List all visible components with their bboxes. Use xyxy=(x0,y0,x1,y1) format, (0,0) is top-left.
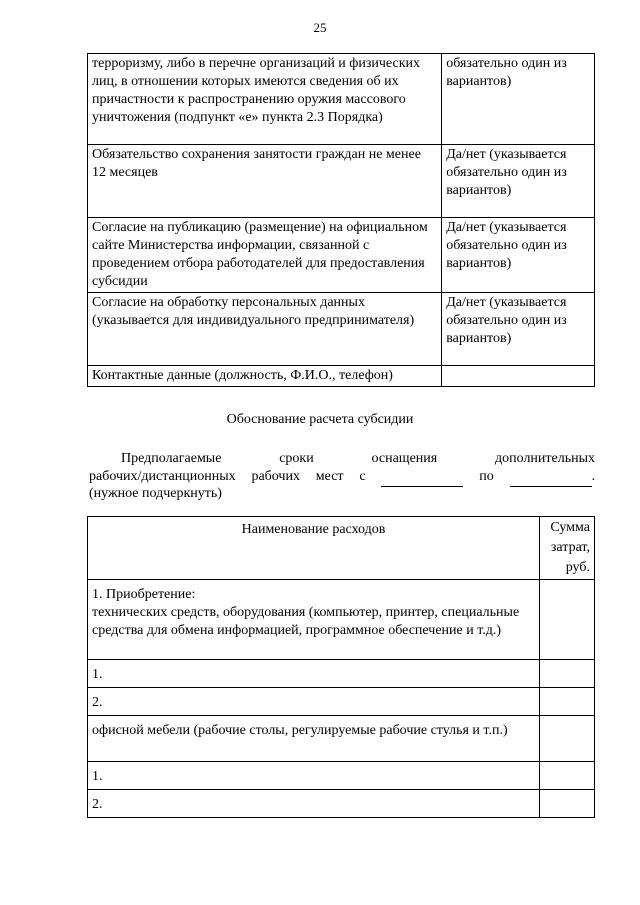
table-cell: 2. xyxy=(88,688,540,716)
table-cell xyxy=(540,762,595,790)
page-number: 25 xyxy=(313,20,327,35)
table-row xyxy=(88,218,595,293)
paragraph-line-3: (нужное подчеркнуть) xyxy=(89,486,222,501)
paragraph-word: мест xyxy=(315,469,344,484)
table-cell xyxy=(442,366,595,387)
table-row xyxy=(88,660,595,688)
table-header-row xyxy=(88,517,595,580)
table-cell: 1. xyxy=(88,762,540,790)
paragraph-line-1 xyxy=(89,450,595,468)
table-cell: терроризму, либо в перечне организаций и физических лиц, в отношении которых имеются сведения об их причастности к распространению оружия массового уничтожения (подпункт «е» пункта 2.3 Порядка) xyxy=(88,54,442,145)
table-cell xyxy=(540,716,595,762)
table-row xyxy=(88,366,595,387)
table-cell: обязательно один из вариантов) xyxy=(442,54,595,145)
section-title: Обоснование расчета субсидии xyxy=(226,412,414,427)
table-cell: 1. Приобретение: технических средств, оборудования (компьютер, принтер, специальные средства для обмена информацией, программное обеспечение и т.д.) xyxy=(88,580,540,660)
expenses-table xyxy=(87,516,595,818)
paragraph-word: по xyxy=(479,469,494,484)
table-row xyxy=(88,580,595,660)
table-cell xyxy=(540,790,595,818)
paragraph-word: сроки xyxy=(279,451,314,466)
paragraph-word: рабочих xyxy=(251,469,300,484)
table-cell: Да/нет (указывается обязательно один из вариантов) xyxy=(442,293,595,366)
table-row xyxy=(88,54,595,145)
paragraph-word: с xyxy=(359,469,366,484)
paragraph-word: рабочих/дистанционных xyxy=(89,469,236,484)
table-cell: Да/нет (указывается обязательно один из вариантов) xyxy=(442,218,595,293)
requirements-table xyxy=(87,53,595,387)
table-cell: Да/нет (указывается обязательно один из вариантов) xyxy=(442,145,595,218)
table-row xyxy=(88,293,595,366)
table-cell: 2. xyxy=(88,790,540,818)
table-cell xyxy=(540,580,595,660)
table-row xyxy=(88,716,595,762)
header-sum: Сумма затрат, руб. xyxy=(540,517,595,580)
table-cell: Согласие на обработку персональных данных (указывается для индивидуального предпринимателя) xyxy=(88,293,442,366)
paragraph-word: Предполагаемые xyxy=(121,451,222,466)
header-name: Наименование расходов xyxy=(88,517,540,580)
table-cell: офисной мебели (рабочие столы, регулируемые рабочие стулья и т.п.) xyxy=(88,716,540,762)
paragraph-word: оснащения xyxy=(371,451,438,466)
table-row xyxy=(88,790,595,818)
paragraph-word: дополнительных xyxy=(495,451,596,466)
table-cell xyxy=(540,660,595,688)
table-cell: Согласие на публикацию (размещение) на официальном сайте Министерства информации, связанной с проведением отбора работодателей для предоставления субсидии xyxy=(88,218,442,293)
table-row xyxy=(88,688,595,716)
paragraph-period: . xyxy=(591,469,596,484)
table-cell: Обязательство сохранения занятости граждан не менее 12 месяцев xyxy=(88,145,442,218)
table-cell: 1. xyxy=(88,660,540,688)
table-row xyxy=(88,145,595,218)
table-cell xyxy=(540,688,595,716)
table-cell: Контактные данные (должность, Ф.И.О., телефон) xyxy=(88,366,442,387)
table-row xyxy=(88,762,595,790)
